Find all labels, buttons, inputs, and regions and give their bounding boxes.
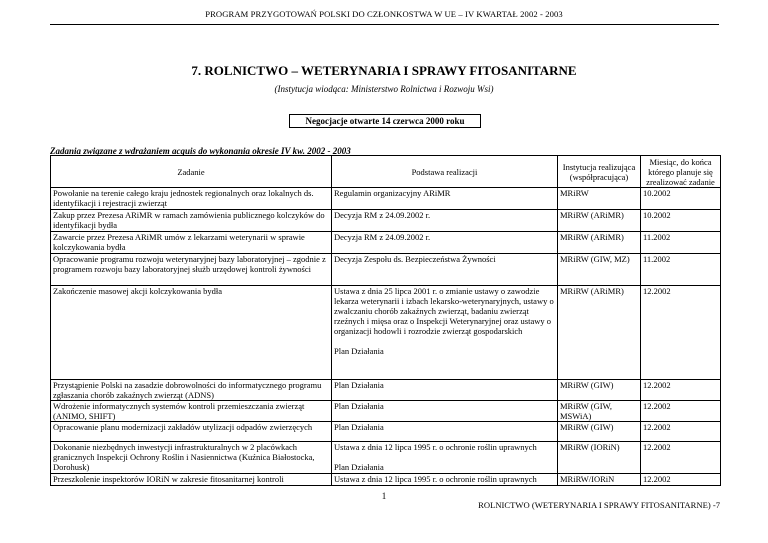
cell-institution: MRiRW (ARiMR) bbox=[558, 286, 641, 380]
table-row bbox=[51, 188, 721, 210]
cell-task: Przeszkolenie inspektorów IORiN w zakresie fitosanitarnej kontroli bbox=[51, 474, 332, 486]
cell-month: 12.2002 bbox=[641, 401, 721, 422]
header-rule bbox=[50, 24, 719, 25]
table-row bbox=[51, 286, 721, 380]
cell-institution: MRiRW (GIW) bbox=[558, 380, 641, 401]
cell-basis: Ustawa z dnia 25 lipca 2001 r. o zmianie ustawy o zawodzie lekarza weterynarii i izbach lekarsko-weterynaryjnych, ustawy o zwalczaniu chorób zakaźnych zwierząt, badaniu zwierząt rzeźnych i mięsa oraz o Inspekcji Weterynaryjnej oraz ustawy o organizacji hodowli i rozrodzie zwierząt gospodarskich Plan Działania bbox=[332, 286, 558, 380]
cell-task: Zawarcie przez Prezesa ARiMR umów z lekarzami weterynarii w sprawie kolczykowania bydła bbox=[51, 232, 332, 254]
header-institution: Instytucja realizująca (współpracująca) bbox=[558, 156, 641, 188]
table-row bbox=[51, 422, 721, 442]
table-row bbox=[51, 254, 721, 286]
cell-month: 10.2002 bbox=[641, 210, 721, 232]
table-row bbox=[51, 210, 721, 232]
cell-month: 12.2002 bbox=[641, 380, 721, 401]
cell-basis: Decyzja RM z 24.09.2002 r. bbox=[332, 210, 558, 232]
table-row bbox=[51, 232, 721, 254]
cell-institution: MRiRW (ARiMR) bbox=[558, 210, 641, 232]
table-row bbox=[51, 474, 721, 486]
lead-institution: (Instytucja wiodąca: Ministerstwo Rolnictwa i Rozwoju Wsi) bbox=[274, 84, 494, 94]
cell-task: Wdrożenie informatycznych systemów kontroli przemieszczania zwierząt (ANIMO, SHIFT) bbox=[51, 401, 332, 422]
cell-task: Opracowanie planu modernizacji zakładów utylizacji odpadów zwierzęcych bbox=[51, 422, 332, 442]
header-month: Miesiąc, do końca którego planuje się zrealizować zadanie bbox=[641, 156, 721, 188]
cell-month: 11.2002 bbox=[641, 254, 721, 286]
cell-institution: MRiRW (GIW) bbox=[558, 422, 641, 442]
section-title: 7. ROLNICTWO – WETERYNARIA I SPRAWY FITOSANITARNE bbox=[191, 63, 577, 78]
cell-basis: Ustawa z dnia 12 lipca 1995 r. o ochronie roślin uprawnych Plan Działania bbox=[332, 442, 558, 474]
cell-month: 12.2002 bbox=[641, 474, 721, 486]
table-header-row bbox=[51, 156, 721, 188]
cell-institution: MRiRW (IORiN) bbox=[558, 442, 641, 474]
cell-institution: MRiRW (ARiMR) bbox=[558, 232, 641, 254]
cell-month: 10.2002 bbox=[641, 188, 721, 210]
negotiations-box: Negocjacje otwarte 14 czerwca 2000 roku bbox=[289, 114, 481, 128]
table-row bbox=[51, 442, 721, 474]
cell-task: Przystąpienie Polski na zasadzie dobrowolności do informatycznego programu zgłaszania chorób zakaźnych zwierząt (ADNS) bbox=[51, 380, 332, 401]
cell-basis: Decyzja Zespołu ds. Bezpieczeństwa Żywności bbox=[332, 254, 558, 286]
cell-task: Zakończenie masowej akcji kolczykowania bydła bbox=[51, 286, 332, 380]
cell-task: Zakup przez Prezesa ARiMR w ramach zamówienia publicznego kolczyków do identyfikacji bydła bbox=[51, 210, 332, 232]
header-task: Zadanie bbox=[51, 156, 332, 188]
cell-institution: MRiRW/IORiN bbox=[558, 474, 641, 486]
cell-basis: Plan Działania bbox=[332, 401, 558, 422]
running-header: PROGRAM PRZYGOTOWAŃ POLSKI DO CZŁONKOSTWA W UE – IV KWARTAŁ 2002 - 2003 bbox=[205, 9, 563, 19]
cell-basis: Ustawa z dnia 12 lipca 1995 r. o ochronie roślin uprawnych bbox=[332, 474, 558, 486]
cell-month: 12.2002 bbox=[641, 422, 721, 442]
tasks-heading: Zadania związane z wdrażaniem acquis do wykonania okresie IV kw. 2002 - 2003 bbox=[50, 146, 351, 156]
tasks-table bbox=[50, 155, 721, 486]
table-row bbox=[51, 380, 721, 401]
cell-basis: Decyzja RM z 24.09.2002 r. bbox=[332, 232, 558, 254]
cell-institution: MRiRW bbox=[558, 188, 641, 210]
footer-section-label: ROLNICTWO (WETERYNARIA I SPRAWY FITOSANITARNE) -7 bbox=[478, 500, 720, 510]
cell-basis: Plan Działania bbox=[332, 380, 558, 401]
cell-month: 11.2002 bbox=[641, 232, 721, 254]
cell-task: Dokonanie niezbędnych inwestycji infrastrukturalnych w 2 placówkach granicznych Inspekcji Ochrony Roślin i Nasiennictwa (Kuźnica Białostocka, Dorohusk) bbox=[51, 442, 332, 474]
cell-institution: MRiRW (GIW, MZ) bbox=[558, 254, 641, 286]
cell-task: Powołanie na terenie całego kraju jednostek regionalnych oraz lokalnych ds. identyfikacji i rejestracji zwierząt bbox=[51, 188, 332, 210]
cell-basis: Plan Działania bbox=[332, 422, 558, 442]
cell-basis: Regulamin organizacyjny ARiMR bbox=[332, 188, 558, 210]
cell-month: 12.2002 bbox=[641, 442, 721, 474]
header-basis: Podstawa realizacji bbox=[332, 156, 558, 188]
cell-month: 12.2002 bbox=[641, 286, 721, 380]
page-number: 1 bbox=[381, 491, 387, 501]
table-row bbox=[51, 401, 721, 422]
cell-task: Opracowanie programu rozwoju weterynaryjnej bazy laboratoryjnej – zgodnie z programem rozwoju bazy laboratoryjnej służb urzędowej kontroli żywności bbox=[51, 254, 332, 286]
cell-institution: MRiRW (GIW, MSWiA) bbox=[558, 401, 641, 422]
